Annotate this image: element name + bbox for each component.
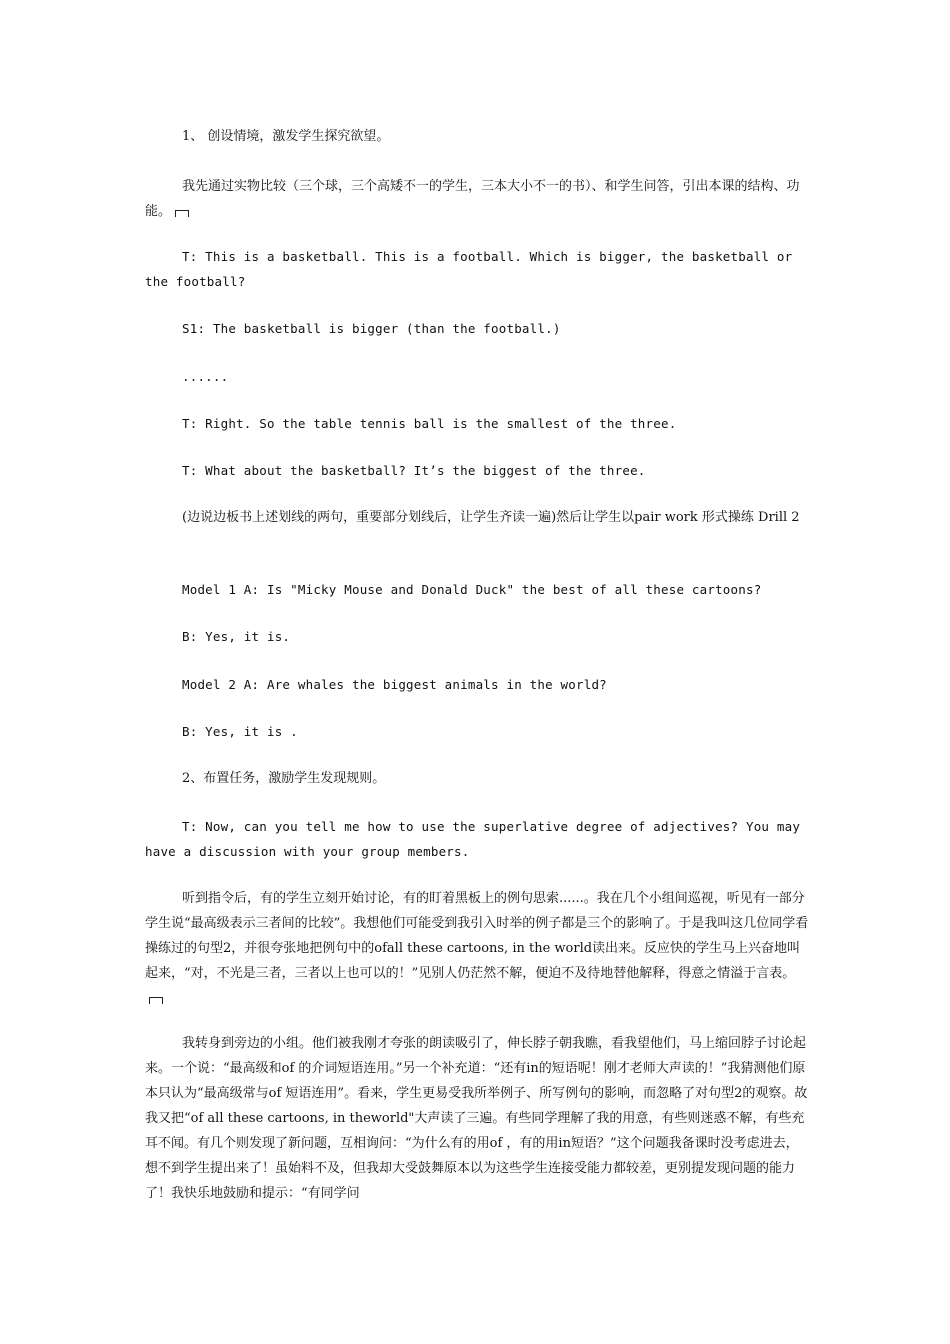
paragraph-observation-1: 听到指令后，有的学生立刻开始讨论，有的盯着黑板上的例句思索......。我在几个小组间巡视，听见有一部分学生说“最高级表示三者间的比较”。我想他们可能受到我引入时举的例子都是三个的影响了。于是我叫这几位同学看操练过的句型2，并很夸张地把例句中的ofall these cartoons, in the world读出来。反应快的学生马上兴奋地叫起来，“对，不光是三者，三者以上也可以的！”见别人仍茫然不解，便迫不及待地替他解释，得意之情溢于言表。 [145, 886, 810, 1011]
model-line: Model 2 A: Are whales the biggest animals in the world? [182, 677, 607, 692]
paragraph-observation-2: 我转身到旁边的小组。他们被我刚才夸张的朗读吸引了，伸长脖子朝我瞧，看我望他们，马上缩回脖子讨论起来。一个说：“最高级和of 的介词短语连用。”另一个补充道：“还有in的短语呢！刚才老师大声读的！”我猜测他们原本只认为“最高级常与of 短语连用”。看来，学生更易受我所举例子、所写例句的影响，而忽略了对句型2的观察。故我又把“of all these cartoons, in theworld"大声读了三遍。有些同学理解了我的用意，有些则迷惑不解，有些充耳不闻。有几个则发现了新问题，互相询问：“为什么有的用of ，有的用in短语？”这个问题我备课时没考虑进去，想不到学生提出来了！虽始料不及，但我却大受鼓舞原本以为这些学生连接受能力都较差，更别提发现问题的能力了！我快乐地鼓励和提示：“有同学问 [145, 1036, 808, 1201]
model-line: B: Yes, it is. [182, 629, 291, 644]
model-line: B: Yes, it is . [182, 724, 298, 739]
section-heading-2: 2、布置任务，激励学生发现规则。 [182, 771, 386, 786]
dialogue-line: T: Now, can you tell me how to use the superlative degree of adjectives? You may have a discussion with your group members. [145, 819, 801, 859]
dialogue-line: T: Right. So the table tennis ball is the smallest of the three. [182, 416, 677, 431]
dialogue-line: S1: The basketball is bigger (than the football.) [182, 321, 561, 336]
dialogue-line: T: This is a basketball. This is a football. Which is bigger, the basketball or the football? [145, 249, 793, 289]
paragraph-intro: 我先通过实物比较（三个球，三个高矮不一的学生，三本大小不一的书）、和学生问答，引出本课的结构、功能。 [145, 179, 800, 219]
ellipsis-line: ...... [182, 369, 229, 384]
edit-mark-icon [175, 210, 189, 217]
section-heading-1: 1、 创设情境，激发学生探究欲望。 [182, 129, 390, 144]
edit-mark-icon [149, 997, 163, 1004]
paragraph-drill-instruction: (边说边板书上述划线的两句，重要部分划线后，让学生齐读一遍)然后让学生以pair work 形式操练 Drill 2 [182, 510, 800, 525]
dialogue-line: T: What about the basketball? It’s the biggest of the three. [182, 463, 646, 478]
model-line: Model 1 A: Is "Micky Mouse and Donald Duck" the best of all these cartoons? [182, 582, 762, 597]
